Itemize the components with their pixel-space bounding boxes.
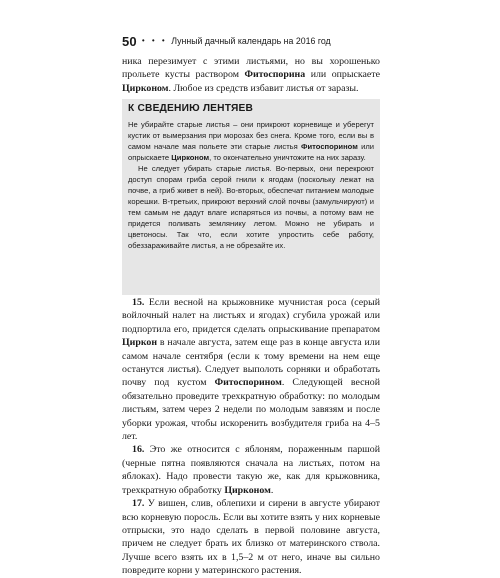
page-number: 50 [122,33,137,49]
tip-paragraph-1: Не убирайте старые листья – они прикроют корневище и уберегут кустик от вымерзания при морозах без снега. Кроме того, если вы в самом начале мая польете эти старые листья Фитоспорином или опрыскаете Цирконом, то окончательно уничтожите на них заразу. [128,120,374,162]
main-paragraphs [122,296,380,578]
page-header [122,34,422,48]
tip-box [122,99,380,295]
tip-title: К СВЕДЕНИЮ ЛЕНТЯЕВ [128,103,254,114]
paragraph-number: 16. [132,444,145,456]
intro-paragraph [122,55,380,95]
running-title: Лунный дачный календарь на 2016 год [171,36,331,46]
tip-body [128,119,374,251]
paragraph-number: 17. [132,498,145,510]
header-dots: • • • [141,35,168,45]
paragraph-15: 15. Если весной на крыжовнике мучнистая роса (серый войлочный налет на листьях и ягодах) сгубила урожай или подпортила его, придется сделать опрыскивание препаратом Циркон в начале августа, затем еще раз в конце августа или самом начале сентября (если к тому времени на нем еще останутся листья). Следует выполоть сорняки и обработать почву под кустом Фитоспорином. Следующей весной обязательно проведите трехкратную обработку: по молодым листьям, затем через 2 недели по молодым завязям и после уборки урожая, чтобы искоренить возбудителя гриба на 4–5 лет. [122,297,380,443]
tip-paragraph-2: Не следует убирать старые листья. Во-первых, они перекроют доступ спорам гриба серой гнили к ягодам (поскольку лежат на почве, а гриб живет в ней). Во-вторых, обеспечат питанием молодые корешки. В-третьих, прикроют верхний слой почвы (замульчируют) и тем самым не дадут влаге испаряться из почвы, а потому вам не придется поливать землянику летом. Можно не убирать и цветоносы. Так что, если хотите упростить себе работу, обеззараживайте листья, а не обрезайте их. [128,164,374,250]
paragraph-number: 15. [132,297,145,308]
paragraph-17: 17. У вишен, слив, облепихи и сирени в августе убирают всю корневую поросль. Если вы хотите взять у них корневые отпрыски, это надо сделать в первой половине августа, причем не следует брать их близко от материнского ствола. Лучше всего взять их в 1,5–2 м от него, иначе вы сильно повредите корни у материнского растения. [122,498,380,577]
intro-text: ника перезимует с этими листьями, но вы хорошенько прольете кусты раствором Фитоспорина или опрыскаете Цирконом. Любое из средств избавит листья от заразы. [122,56,380,94]
paragraph-16: 16. Это же относится с яблоням, пораженным паршой (черные пятна появляются сначала на листьях, потом на яблоках). Надо провести такую же, как для крыжовника, трехкратную обработку Цирконом. [122,444,380,496]
